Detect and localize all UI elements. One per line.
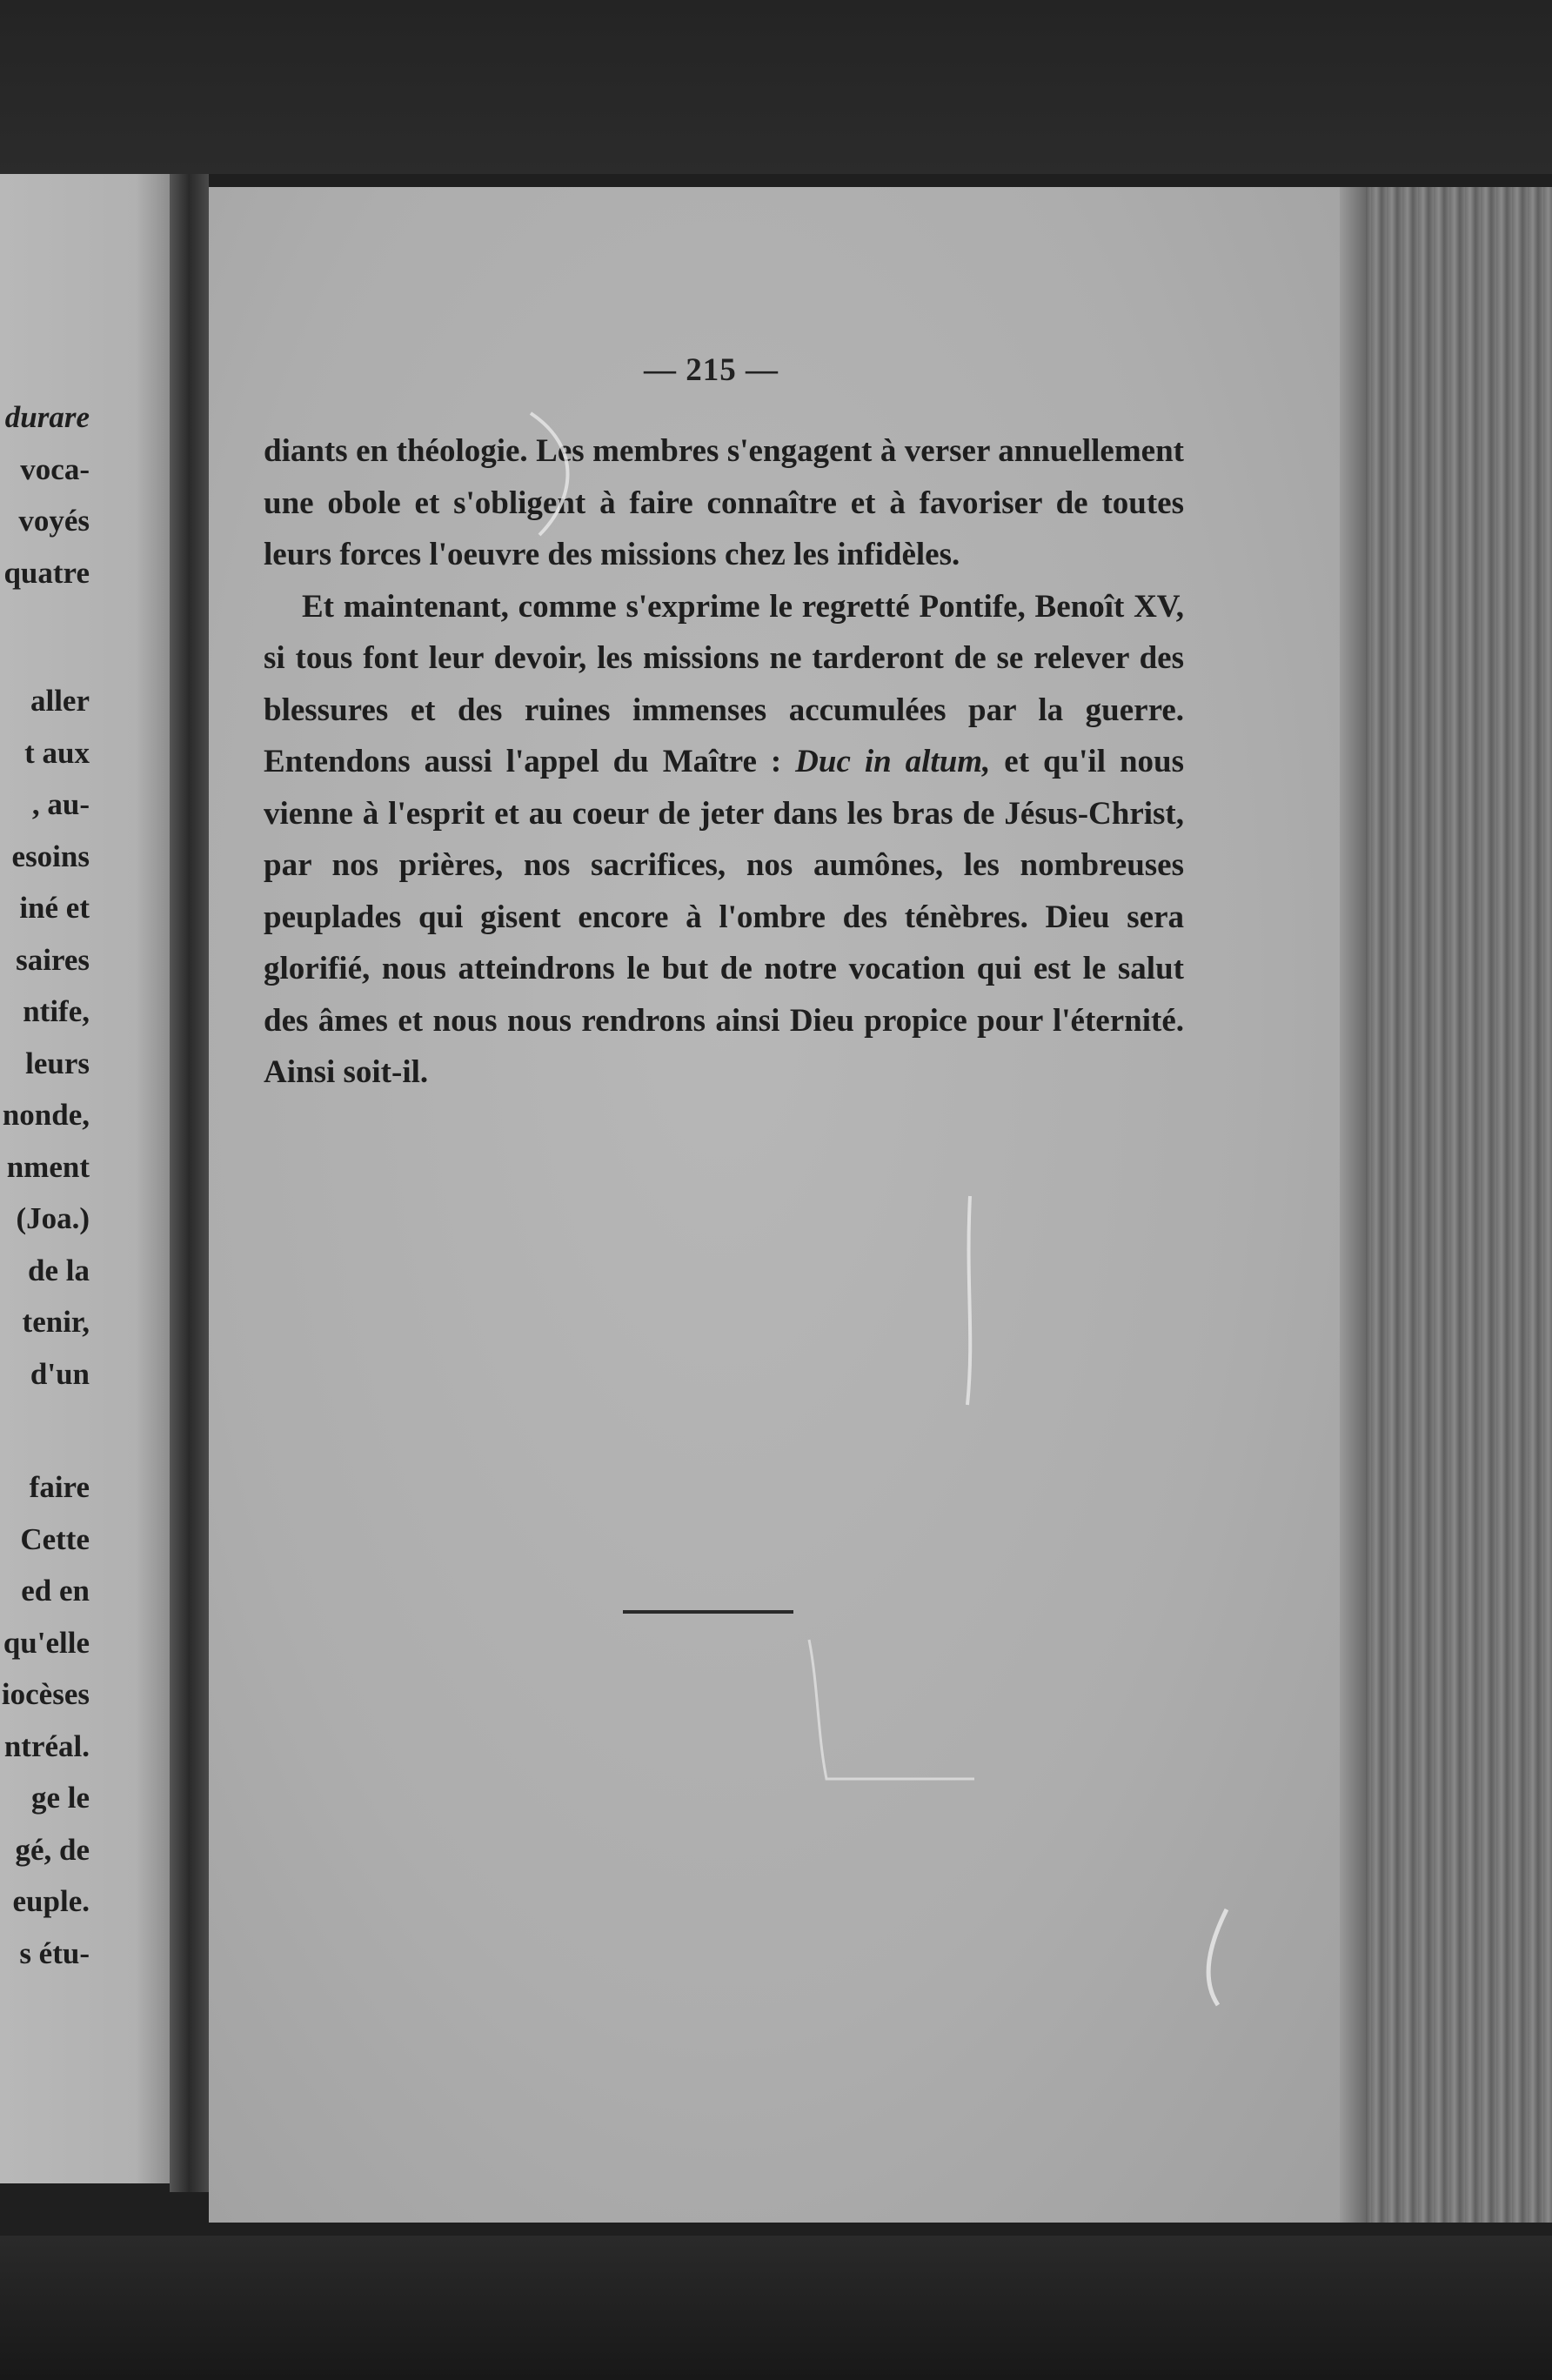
left-page-line: iné et [19, 891, 90, 925]
left-page-line: t aux [24, 736, 90, 770]
left-page-line: quatre [3, 556, 90, 590]
left-page [0, 174, 170, 2183]
left-page-line: (Joa.) [16, 1201, 90, 1235]
scan-background-top [0, 0, 1552, 174]
left-page-line: nment [6, 1150, 90, 1184]
page-number: — 215 — [644, 352, 779, 388]
left-page-line: euple. [12, 1884, 90, 1918]
left-page-line: qu'elle [3, 1626, 90, 1660]
left-page-line: gé, de [15, 1833, 90, 1867]
left-page-line: voca- [20, 452, 90, 486]
paragraph-text: Et maintenant, comme s'exprime le regretté Pontife, Benoît XV, si tous font leur devoir, les missions ne tarderont de se relever des blessures et des ruines immenses accumulées par la guerre. Entendons aussi l'appel du Maître : [264, 588, 1184, 779]
left-page-line: esoins [11, 839, 90, 873]
left-page-line: ge le [30, 1781, 90, 1815]
left-page-line: nonde, [2, 1098, 90, 1132]
paragraph-text: et qu'il nous vienne à l'esprit et au coeur de jeter dans les bras de Jésus-Christ, par nos prières, nos sacrifices, nos aumônes, les nombreuses peuplades qui gisent encore à l'ombre des ténèbres. Dieu sera glorifié, nous atteindrons le but de notre vocation qui est le salut des âmes et nous nous rendrons ainsi Dieu propice pour l'éternité. Ainsi soit-il. [264, 744, 1185, 1090]
left-page-line: d'un [30, 1357, 90, 1391]
scan-background-bottom [0, 2236, 1552, 2380]
left-page-line: ed en [21, 1574, 90, 1608]
left-page-line: leurs [25, 1046, 90, 1080]
left-page-line: s étu- [19, 1936, 90, 1970]
left-page-line: tenir, [22, 1305, 90, 1339]
left-page-line: faire [29, 1470, 90, 1504]
left-page-line: iocèses [1, 1677, 90, 1711]
left-page-line: voyés [18, 504, 90, 538]
latin-phrase: Duc in altum, [795, 744, 991, 779]
left-page-line: ntife, [23, 994, 90, 1028]
left-page-line: aller [30, 684, 90, 718]
left-page-line: , au- [31, 787, 90, 821]
left-page-line: durare [4, 400, 90, 434]
left-page-line: de la [28, 1254, 90, 1287]
scan-scratches [209, 187, 1348, 2223]
page-edges [1340, 187, 1552, 2223]
paragraph: diants en théologie. Les membres s'engagent à verser annuellement une obole et s'obligent à faire connaître et à favoriser de toutes leurs forces l'oeuvre des missions chez les infidèles. [264, 433, 1184, 572]
left-page-line: ntréal. [3, 1729, 90, 1763]
book-gutter [170, 174, 209, 2192]
left-page-line: Cette [20, 1522, 90, 1556]
left-page-line: saires [16, 943, 90, 977]
